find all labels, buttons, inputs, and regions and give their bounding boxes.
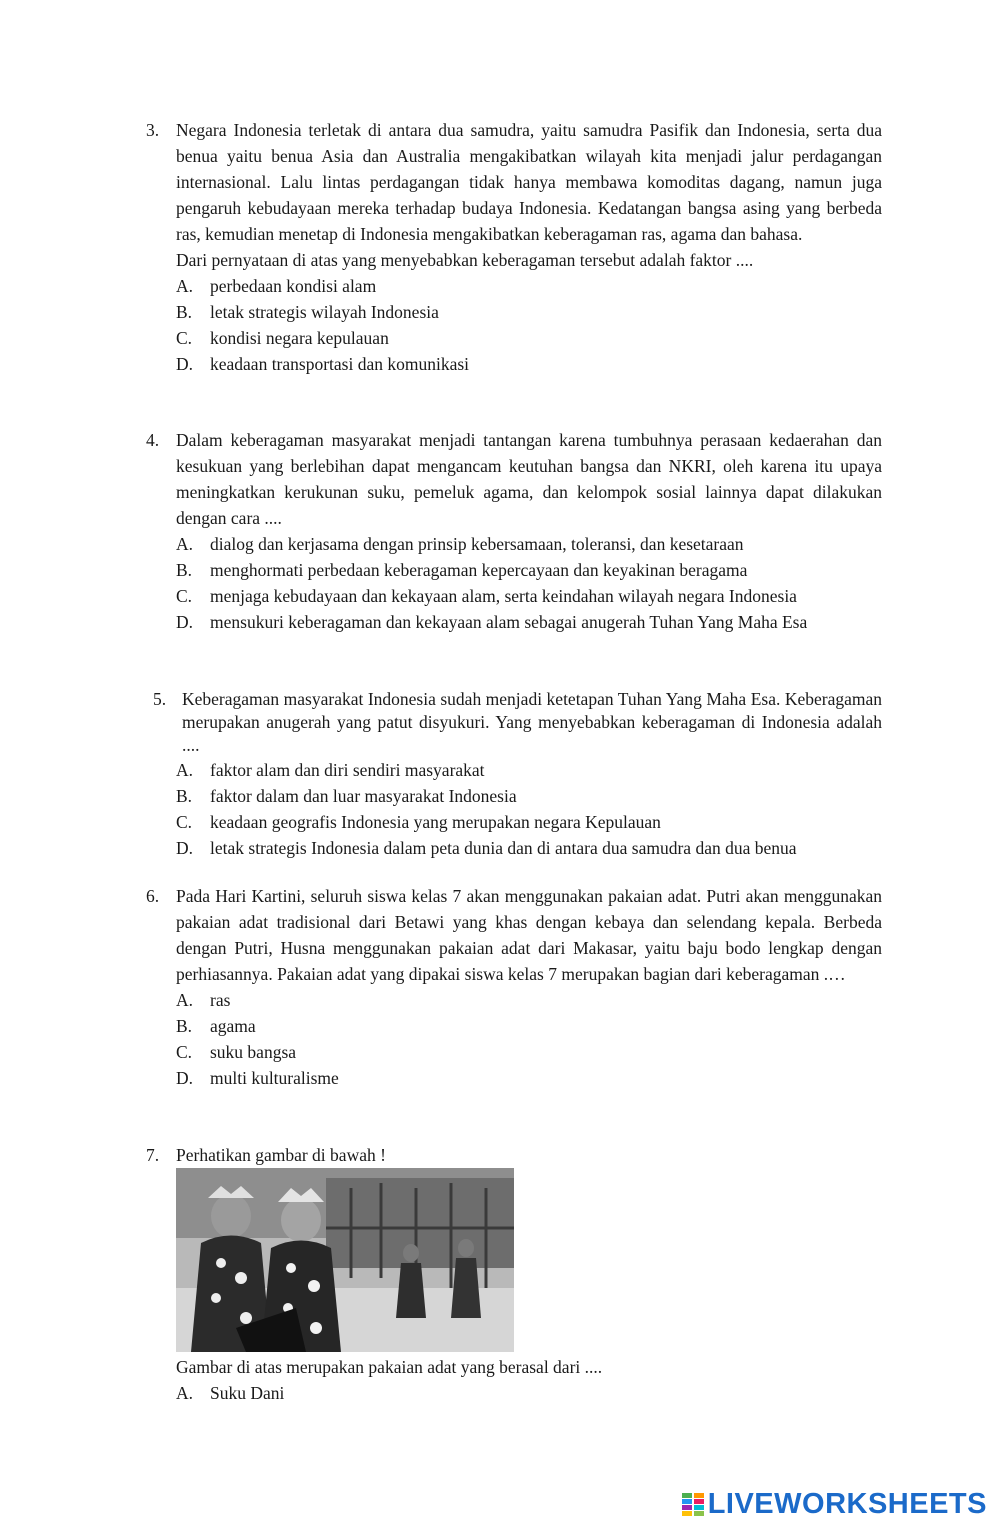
option-a[interactable] bbox=[176, 987, 882, 1013]
option-b[interactable] bbox=[176, 783, 882, 809]
option-letter: B. bbox=[176, 302, 193, 322]
option-c[interactable] bbox=[176, 583, 882, 609]
option-letter: C. bbox=[176, 586, 193, 606]
options-list bbox=[146, 757, 882, 861]
options-list bbox=[146, 531, 882, 635]
option-a[interactable] bbox=[176, 1380, 882, 1406]
options-list bbox=[146, 273, 882, 377]
option-b[interactable] bbox=[176, 557, 882, 583]
question-number: 4. bbox=[146, 430, 160, 450]
option-a[interactable] bbox=[176, 273, 882, 299]
option-text: faktor alam dan diri sendiri masyarakat bbox=[210, 760, 485, 780]
option-d[interactable] bbox=[176, 609, 882, 635]
option-d[interactable] bbox=[176, 351, 882, 377]
option-b[interactable] bbox=[176, 299, 882, 325]
option-letter: A. bbox=[176, 760, 194, 780]
option-letter: D. bbox=[176, 354, 194, 374]
question-number: 7. bbox=[146, 1145, 160, 1165]
option-text: multi kulturalisme bbox=[210, 1068, 339, 1088]
option-letter: B. bbox=[176, 1016, 193, 1036]
option-letter: A. bbox=[176, 276, 194, 296]
option-text: suku bangsa bbox=[210, 1042, 297, 1062]
option-text: keadaan transportasi dan komunikasi bbox=[210, 354, 470, 374]
option-d[interactable] bbox=[176, 1065, 882, 1091]
question-text: Negara Indonesia terletak di antara dua samudra, yaitu samudra Pasifik dan Indonesia, serta dua benua yaitu benua Asia dan Australia mengakibatkan wilayah kita menjadi jalur perdagangan internasional. Lalu lintas perdagangan tidak hanya membawa komoditas dagang, namun juga pengaruh kebudayaan mereka terhadap budaya Indonesia. Kedatangan bangsa asing yang berbeda ras, kemudian menetap di Indonesia mengakibatkan keberagaman ras, agama dan bahasa. bbox=[176, 120, 882, 244]
brand-name: LIVEWORKSHEETS bbox=[707, 1488, 987, 1520]
option-letter: C. bbox=[176, 328, 193, 348]
option-text: mensukuri keberagaman dan kekayaan alam sebagai anugerah Tuhan Yang Maha Esa bbox=[210, 612, 808, 632]
option-text: letak strategis Indonesia dalam peta dunia dan di antara dua samudra dan dua benua bbox=[210, 838, 797, 858]
question-number: 3. bbox=[146, 120, 160, 140]
question-prompt: Gambar di atas merupakan pakaian adat yang berasal dari .... bbox=[176, 1357, 603, 1377]
option-letter: A. bbox=[176, 534, 194, 554]
option-text: menghormati perbedaan keberagaman kepercayaan dan keyakinan beragama bbox=[210, 560, 748, 580]
options-list bbox=[146, 987, 882, 1091]
option-text: dialog dan kerjasama dengan prinsip kebersamaan, toleransi, dan kesetaraan bbox=[210, 534, 744, 554]
option-a[interactable] bbox=[176, 531, 882, 557]
option-text: menjaga kebudayaan dan kekayaan alam, serta keindahan wilayah negara Indonesia bbox=[210, 586, 797, 606]
option-text: agama bbox=[210, 1016, 256, 1036]
option-letter: C. bbox=[176, 812, 193, 832]
question-text: Pada Hari Kartini, seluruh siswa kelas 7 akan menggunakan pakaian adat. Putri akan menggunakan pakaian adat tradisional dari Betawi yang khas dengan kebaya dan selendang kepala. Berbeda dengan Putri, Husna menggunakan pakaian adat dari Makasar, yaitu baju bodo lengkap dengan perhiasannya. Pakaian adat yang dipakai siswa kelas 7 merupakan bagian dari keberagaman .… bbox=[176, 886, 882, 984]
option-letter: B. bbox=[176, 560, 193, 580]
option-d[interactable] bbox=[176, 835, 882, 861]
question-prompt: Dari pernyataan di atas yang menyebabkan keberagaman tersebut adalah faktor .... bbox=[176, 250, 754, 270]
question-5 bbox=[146, 688, 882, 861]
option-letter: D. bbox=[176, 838, 194, 858]
question-number: 5. bbox=[153, 689, 167, 709]
option-text: Suku Dani bbox=[210, 1383, 285, 1403]
question-text: Dalam keberagaman masyarakat menjadi tantangan karena tumbuhnya perasaan kedaerahan dan kesukuan yang berlebihan dapat mengancam keutuhan bangsa dan NKRI, oleh karena itu upaya meningkatkan kerukunan suku, pemeluk agama, dan kelompok sosial lainnya dapat dilakukan dengan cara .... bbox=[176, 430, 882, 528]
option-letter: B. bbox=[176, 786, 193, 806]
option-text: ras bbox=[210, 990, 231, 1010]
option-letter: D. bbox=[176, 612, 194, 632]
option-c[interactable] bbox=[176, 809, 882, 835]
question-number: 6. bbox=[146, 886, 160, 906]
option-c[interactable] bbox=[176, 1039, 882, 1065]
option-text: letak strategis wilayah Indonesia bbox=[210, 302, 439, 322]
question-3 bbox=[146, 117, 882, 377]
question-6 bbox=[146, 883, 882, 1091]
option-letter: A. bbox=[176, 1383, 194, 1403]
option-letter: D. bbox=[176, 1068, 194, 1088]
option-text: perbedaan kondisi alam bbox=[210, 276, 377, 296]
traditional-costume-photo bbox=[176, 1168, 514, 1352]
question-text: Keberagaman masyarakat Indonesia sudah menjadi ketetapan Tuhan Yang Maha Esa. Keberagaman merupakan anugerah yang patut disyukuri. Yang menyebabkan keberagaman di Indonesia adalah .... bbox=[182, 689, 882, 755]
option-b[interactable] bbox=[176, 1013, 882, 1039]
options-list bbox=[146, 1380, 882, 1406]
option-text: kondisi negara kepulauan bbox=[210, 328, 389, 348]
option-c[interactable] bbox=[176, 325, 882, 351]
question-text: Perhatikan gambar di bawah ! bbox=[176, 1145, 386, 1165]
option-text: faktor dalam dan luar masyarakat Indonesia bbox=[210, 786, 517, 806]
option-a[interactable] bbox=[176, 757, 882, 783]
option-letter: C. bbox=[176, 1042, 193, 1062]
question-4 bbox=[146, 427, 882, 635]
option-text: keadaan geografis Indonesia yang merupakan negara Kepulauan bbox=[210, 812, 661, 832]
liveworksheets-logo bbox=[682, 1488, 987, 1521]
option-letter: A. bbox=[176, 990, 194, 1010]
liveworksheets-logo-icon bbox=[682, 1493, 704, 1517]
question-7 bbox=[146, 1142, 882, 1406]
